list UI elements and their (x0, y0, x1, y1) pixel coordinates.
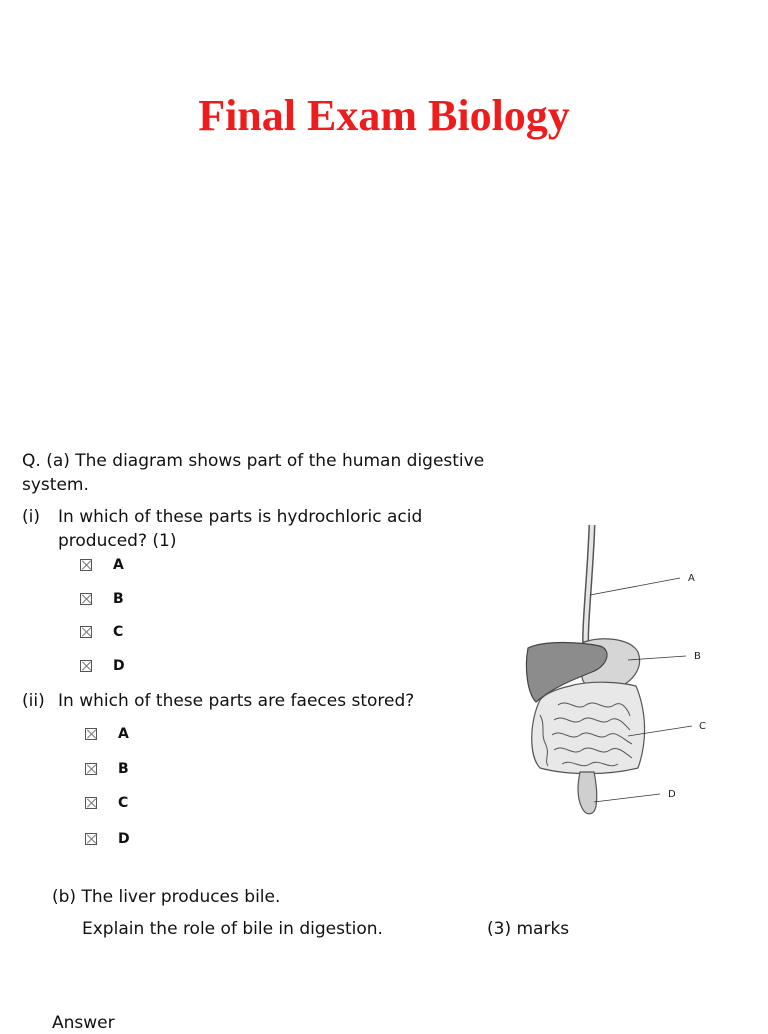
checkbox-icon[interactable] (85, 797, 97, 809)
part-i-option-a[interactable] (80, 555, 124, 575)
part-ii-option-d[interactable] (85, 829, 130, 849)
checkbox-icon[interactable] (85, 728, 97, 740)
option-label: B (113, 591, 124, 607)
part-ii-option-a[interactable] (85, 724, 129, 744)
option-label: D (113, 658, 125, 674)
question-intro-line1: Q. (a) The diagram shows part of the human digestive (22, 451, 485, 471)
diagram-label-a: A (688, 573, 695, 584)
diagram-label-d: D (668, 789, 676, 800)
option-label: A (113, 557, 124, 573)
rectum-shape (578, 772, 597, 814)
page-title: Final Exam Biology (198, 91, 570, 140)
part-b-line2: Explain the role of bile in digestion. (82, 919, 383, 939)
part-b-line1: (b) The liver produces bile. (52, 887, 281, 907)
part-i-question-line1: In which of these parts is hydrochloric acid (58, 507, 423, 527)
answer-label: Answer (52, 1013, 115, 1033)
part-ii-option-b[interactable] (85, 759, 129, 779)
leader-line-a (590, 578, 680, 595)
option-label: B (118, 761, 129, 777)
diagram-label-c: C (699, 721, 706, 732)
checkbox-icon[interactable] (80, 593, 92, 605)
checkbox-icon[interactable] (85, 833, 97, 845)
part-ii-question: In which of these parts are faeces stored? (58, 691, 415, 711)
part-ii-option-c[interactable] (85, 793, 128, 813)
digestive-system-diagram (510, 520, 740, 830)
leader-line-d (594, 794, 660, 802)
option-label: D (118, 831, 130, 847)
checkbox-icon[interactable] (85, 763, 97, 775)
part-i-question-line2: produced? (1) (58, 531, 177, 551)
question-intro-line2: system. (22, 475, 89, 495)
part-i-number: (i) (22, 507, 40, 527)
option-label: C (118, 795, 129, 811)
checkbox-icon[interactable] (80, 660, 92, 672)
checkbox-icon[interactable] (80, 559, 92, 571)
diagram-label-b: B (694, 651, 701, 662)
part-ii-number: (ii) (22, 691, 45, 711)
part-i-option-c[interactable] (80, 622, 123, 642)
option-label: C (113, 624, 124, 640)
part-i-option-b[interactable] (80, 589, 124, 609)
part-i-option-d[interactable] (80, 656, 125, 676)
option-label: A (118, 726, 129, 742)
checkbox-icon[interactable] (80, 626, 92, 638)
part-b-marks: (3) marks (487, 919, 570, 939)
